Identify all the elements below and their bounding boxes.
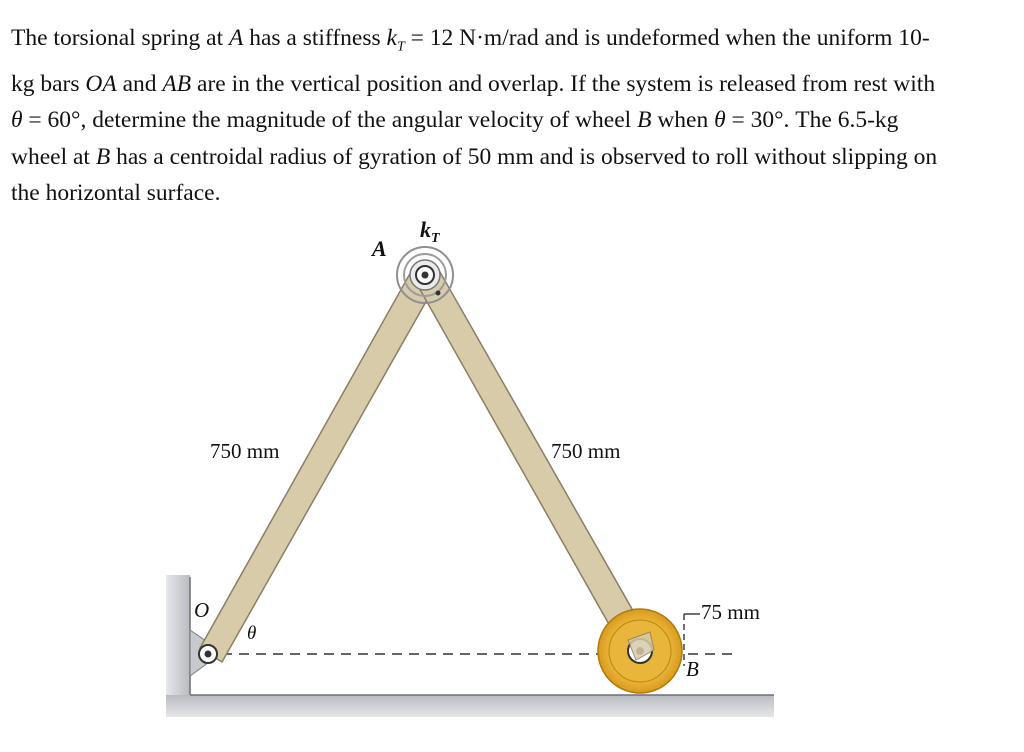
problem-line-1: The torsional spring at A has a stiffness $k_T = 12$ N·m/rad and is undeformed when the uniform 10- — [11, 25, 930, 55]
spring-anchor — [436, 291, 441, 296]
problem-line-4: wheel at B has a centroidal radius of gyration of 50 mm and is observed to roll without slipping on — [11, 143, 938, 170]
wall-support — [166, 575, 190, 697]
pin-o-center — [205, 651, 212, 658]
bar-oa — [200, 270, 436, 662]
label-o: O — [194, 598, 210, 622]
dim-left-label: 750 mm — [210, 439, 280, 463]
ground-surface — [166, 695, 774, 717]
dim-right-label: 750 mm — [551, 439, 621, 463]
problem-line-3: θ = 60°, determine the magnitude of the angular velocity of wheel B when θ = 30°. The 6.5-kg — [11, 107, 899, 134]
problem-line-5: the horizontal surface. — [11, 179, 221, 206]
pin-a-center — [422, 272, 429, 279]
label-kt: $k_T$ — [420, 217, 440, 246]
label-a: A — [372, 236, 387, 261]
bar-ab — [418, 272, 652, 658]
problem-line-2: kg bars OA and AB are in the vertical position and overlap. If the system is released from rest with — [11, 70, 936, 97]
label-theta: θ — [247, 623, 257, 644]
label-b: B — [686, 657, 699, 681]
dim-radius-label: 75 mm — [701, 600, 760, 624]
